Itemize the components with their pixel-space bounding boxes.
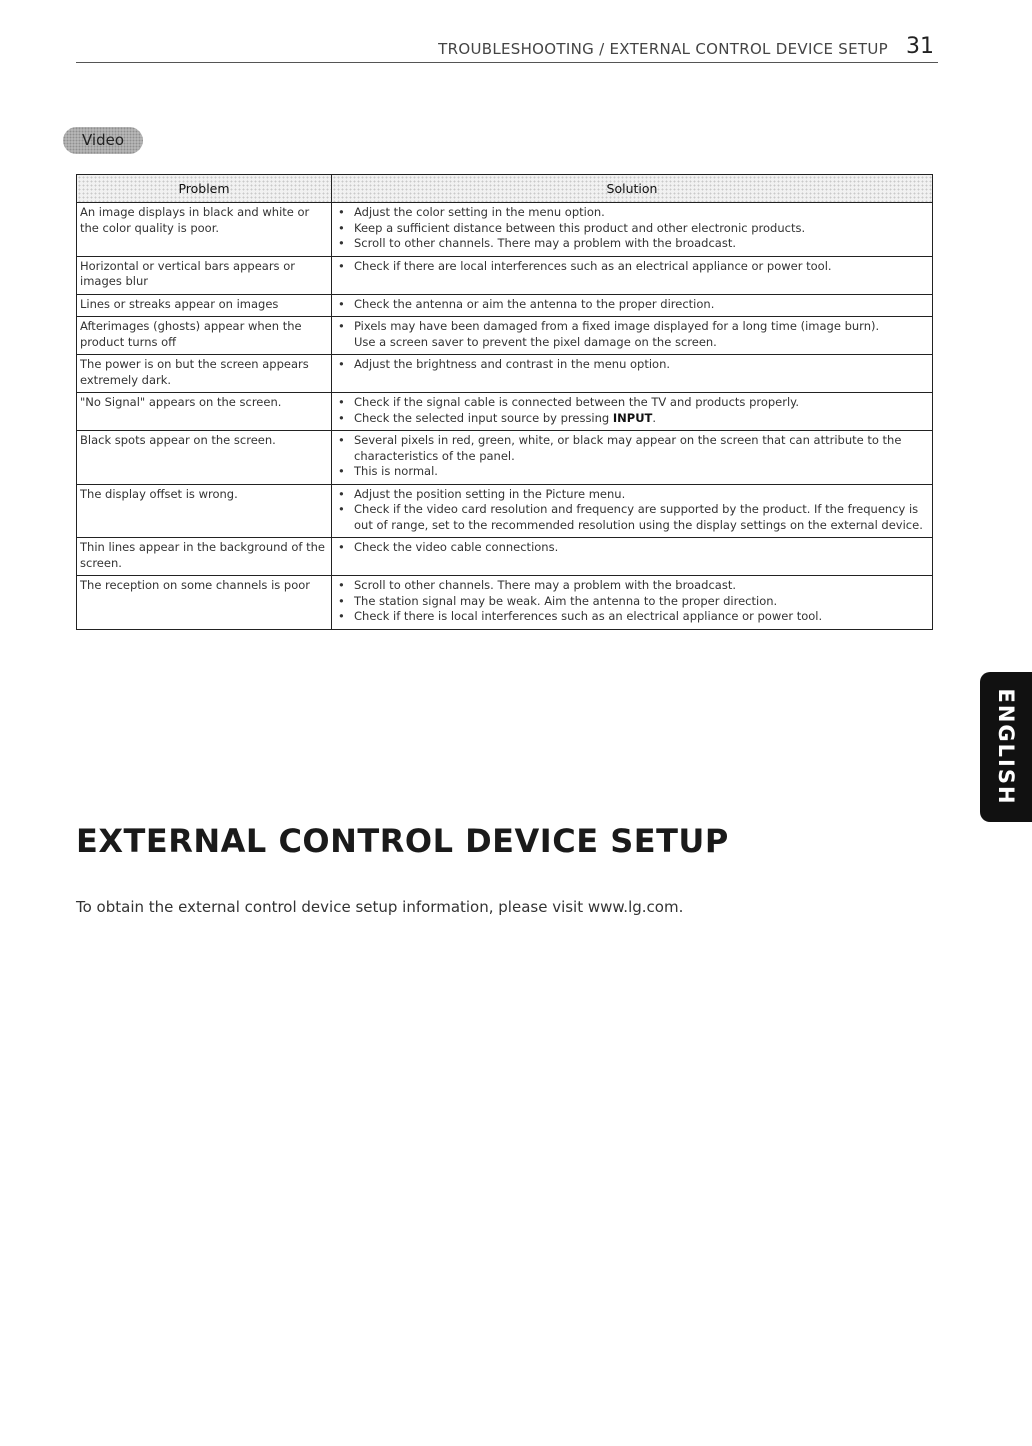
solution-item: • Check if there is local interferences such as an electrical appliance or power tool. <box>338 609 929 625</box>
table-row <box>77 294 933 317</box>
solution-cell <box>332 317 933 355</box>
body-paragraph: To obtain the external control device setup information, please visit www.lg.com. <box>76 898 684 916</box>
section-heading: EXTERNAL CONTROL DEVICE SETUP <box>76 822 729 860</box>
solution-cell <box>332 294 933 317</box>
solution-cell <box>332 393 933 431</box>
table-header-row <box>77 175 933 203</box>
solution-text: Pixels may have been damaged from a fixed image displayed for a long time (image burn). <box>354 319 880 333</box>
table-row <box>77 203 933 257</box>
section-badge-video: Video <box>63 127 143 154</box>
table-row <box>77 431 933 485</box>
solution-item: • Keep a sufficient distance between this product and other electronic products. <box>338 221 929 237</box>
problem-cell: Thin lines appear in the background of the screen. <box>77 538 332 576</box>
language-side-tab <box>980 672 1032 822</box>
solution-text-end: . <box>652 410 657 425</box>
problem-cell: Horizontal or vertical bars appears or images blur <box>77 256 332 294</box>
solution-continuation: Use a screen saver to prevent the pixel damage on the screen. <box>354 334 717 349</box>
problem-cell: The power is on but the screen appears extremely dark. <box>77 355 332 393</box>
problem-cell: An image displays in black and white or the color quality is poor. <box>77 203 332 257</box>
solution-cell <box>332 203 933 257</box>
solution-cell <box>332 484 933 538</box>
solution-item: • Check if the video card resolution and frequency are supported by the product. If the frequency is out of range, set to the recommended resolution using the display settings on the external device. <box>338 502 929 533</box>
solution-item: • This is normal. <box>338 464 929 480</box>
page-header <box>76 36 938 63</box>
solution-item: • Scroll to other channels. There may a problem with the broadcast. <box>338 236 929 252</box>
problem-cell: Afterimages (ghosts) appear when the product turns off <box>77 317 332 355</box>
page-number: 31 <box>906 34 934 59</box>
solution-item: • Scroll to other channels. There may a problem with the broadcast. <box>338 578 929 594</box>
problem-cell: The display offset is wrong. <box>77 484 332 538</box>
solution-column-header: Solution <box>332 175 933 203</box>
solution-cell <box>332 355 933 393</box>
solution-item <box>338 319 929 350</box>
problem-cell: The reception on some channels is poor <box>77 576 332 630</box>
table-row <box>77 355 933 393</box>
solution-item: • Check the antenna or aim the antenna to the proper direction. <box>338 297 929 313</box>
solution-item: • Adjust the brightness and contrast in the menu option. <box>338 357 929 373</box>
solution-item: • Adjust the position setting in the Picture menu. <box>338 487 929 503</box>
solution-cell <box>332 538 933 576</box>
table-row <box>77 576 933 630</box>
solution-item <box>338 411 929 427</box>
table-row <box>77 484 933 538</box>
input-keyword: INPUT <box>612 410 653 425</box>
table-row <box>77 256 933 294</box>
solution-item: • The station signal may be weak. Aim the antenna to the proper direction. <box>338 594 929 610</box>
solution-item: • Check if there are local interferences such as an electrical appliance or power tool. <box>338 259 929 275</box>
problem-column-header: Problem <box>77 175 332 203</box>
table-row <box>77 317 933 355</box>
problem-cell: "No Signal" appears on the screen. <box>77 393 332 431</box>
solution-item: • Several pixels in red, green, white, or black may appear on the screen that can attribute to the characteristics of the panel. <box>338 433 929 464</box>
table-row <box>77 393 933 431</box>
solution-item: • Adjust the color setting in the menu option. <box>338 205 929 221</box>
header-title: TROUBLESHOOTING / EXTERNAL CONTROL DEVICE SETUP <box>438 40 888 58</box>
solution-cell <box>332 431 933 485</box>
solution-item: • Check if the signal cable is connected between the TV and products properly. <box>338 395 929 411</box>
problem-cell: Black spots appear on the screen. <box>77 431 332 485</box>
language-tab-label: ENGLISH <box>994 688 1018 806</box>
solution-text: Check the selected input source by pressing <box>354 410 613 425</box>
solution-cell <box>332 256 933 294</box>
troubleshooting-table <box>76 174 933 630</box>
solution-cell <box>332 576 933 630</box>
table-row <box>77 538 933 576</box>
problem-cell: Lines or streaks appear on images <box>77 294 332 317</box>
solution-item: • Check the video cable connections. <box>338 540 929 556</box>
